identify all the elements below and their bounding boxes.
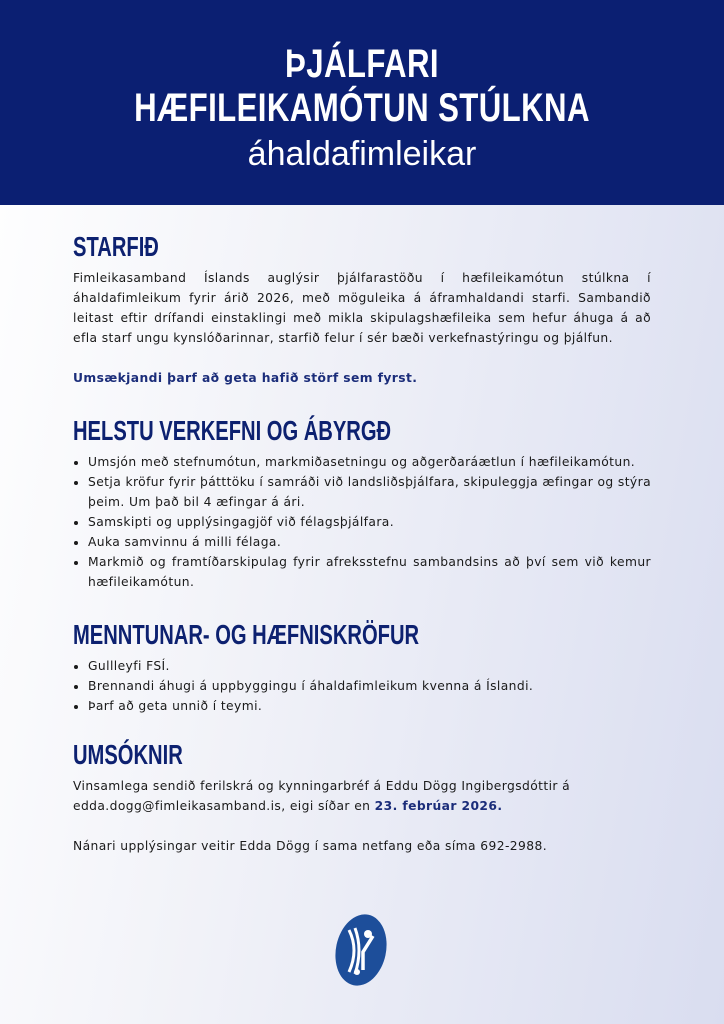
- title-line-1: ÞJÁLFARI: [285, 42, 439, 86]
- umsoknir-info: Nánari upplýsingar veitir Edda Dögg í sama netfang eða síma 692-2988.: [73, 839, 547, 853]
- list-item: • Markmið og framtíðarskipulag fyrir afreksstefnu sambandsins að því sem við kemur hæfileikamótun.: [88, 552, 651, 592]
- umsoknir-body: [73, 776, 651, 816]
- list-item: • Setja kröfur fyrir þátttöku í samráði við landsliðsþjálfara, skipuleggja æfingar og stýra þeim. Um það bil 4 æfingar á ári.: [88, 472, 651, 512]
- verkefni-list: [73, 452, 651, 592]
- list-item: • Umsjón með stefnumótun, markmiðasetningu og aðgerðaráætlun í hæfileikamótun.: [88, 452, 651, 472]
- umsoknir-text: Vinsamlega sendið ferilskrá og kynningarbréf á Eddu Dögg Ingibergsdóttir á edda.dogg@fimleikasamband.is, eigi síðar en: [73, 779, 571, 813]
- title-line-2: HÆFILEIKAMÓTUN STÚLKNA: [134, 86, 590, 130]
- section-heading-starfid: STARFIÐ: [73, 231, 159, 262]
- deadline: 23. febrúar 2026.: [374, 799, 503, 813]
- list-item: • Brennandi áhugi á uppbyggingu í áhaldafimleikum kvenna á Íslandi.: [88, 676, 651, 696]
- list-item: • Auka samvinnu á milli félaga.: [88, 532, 651, 552]
- starfid-body: Fimleikasamband Íslands auglýsir þjálfarastöðu í hæfileikamótun stúlkna í áhaldafimleikum fyrir árið 2026, með möguleika á áframhaldandi starfi. Sambandið leitast eftir drífandi einstaklingi með mikla skipulagshæfileika sem hefur áhuga á að efla starf ungu kynslóðarinnar, starfið felur í sér bæði verkefnastýringu og þjálfun.: [73, 271, 651, 345]
- section-heading-krofur: MENNTUNAR- OG HÆFNISKRÖFUR: [73, 619, 420, 650]
- section-heading-verkefni: HELSTU VERKEFNI OG ÁBYRGÐ: [73, 415, 392, 446]
- subtitle: áhaldafimleikar: [247, 135, 477, 173]
- krofur-list: [73, 656, 651, 716]
- list-item: • Samskipti og upplýsingagjöf við félagsþjálfara.: [88, 512, 651, 532]
- content: [73, 230, 651, 856]
- list-item: • Þarf að geta unnið í teymi.: [88, 696, 651, 716]
- section-heading-umsoknir: UMSÓKNIR: [73, 739, 183, 770]
- starfid-highlight: Umsækjandi þarf að geta hafið störf sem fyrst.: [73, 371, 418, 385]
- header-banner: [0, 0, 724, 205]
- list-item: • Gullleyfi FSÍ.: [88, 656, 651, 676]
- fimleikasamband-logo: [333, 912, 389, 988]
